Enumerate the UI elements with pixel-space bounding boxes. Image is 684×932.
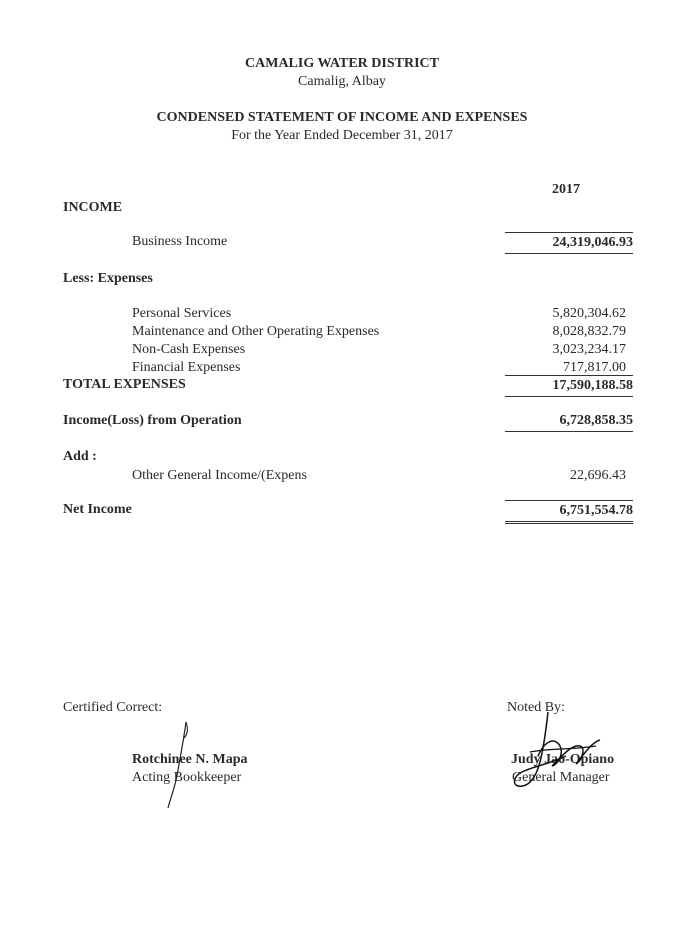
net-income-label: Net Income [63, 502, 132, 517]
noted-by-caption: Noted By: [507, 700, 565, 715]
manager-name: Judy Jao-Opiano [511, 752, 615, 767]
expense-value-personal-services: 5,820,304.62 [552, 306, 626, 321]
org-name: CAMALIG WATER DISTRICT [245, 56, 439, 71]
operation-income-label: Income(Loss) from Operation [63, 413, 242, 428]
other-income-label: Other General Income/(Expens [132, 468, 307, 483]
add-heading: Add : [63, 449, 97, 464]
org-location: Camalig, Albay [298, 74, 386, 89]
other-income-value: 22,696.43 [570, 468, 626, 483]
expense-label-financial: Financial Expenses [132, 360, 241, 375]
year-column-header: 2017 [552, 182, 580, 197]
expense-value-mooe: 8,028,832.79 [552, 324, 626, 339]
expense-value-financial: 717,817.00 [563, 360, 626, 375]
bookkeeper-title: Acting Bookkeeper [132, 770, 242, 785]
certified-correct-caption: Certified Correct: [63, 700, 163, 715]
total-expenses-value: 17,590,188.58 [505, 375, 633, 397]
expenses-heading: Less: Expenses [63, 271, 153, 286]
net-income-value: 6,751,554.78 [505, 500, 633, 524]
expense-value-non-cash: 3,023,234.17 [552, 342, 626, 357]
operation-income-value: 6,728,858.35 [505, 413, 633, 432]
total-expenses-label: TOTAL EXPENSES [63, 377, 186, 392]
business-income-value: 24,319,046.93 [505, 232, 633, 254]
manager-signature [510, 706, 610, 796]
bookkeeper-name: Rotchinee N. Mapa [132, 752, 248, 767]
statement-title: CONDENSED STATEMENT OF INCOME AND EXPENSES [156, 110, 528, 125]
statement-period: For the Year Ended December 31, 2017 [231, 128, 453, 143]
income-heading: INCOME [63, 200, 123, 215]
expense-label-non-cash: Non-Cash Expenses [132, 342, 246, 357]
expense-label-personal-services: Personal Services [132, 306, 232, 321]
manager-title: General Manager [512, 770, 610, 785]
expense-label-mooe: Maintenance and Other Operating Expenses [132, 324, 380, 339]
business-income-label: Business Income [132, 234, 228, 249]
